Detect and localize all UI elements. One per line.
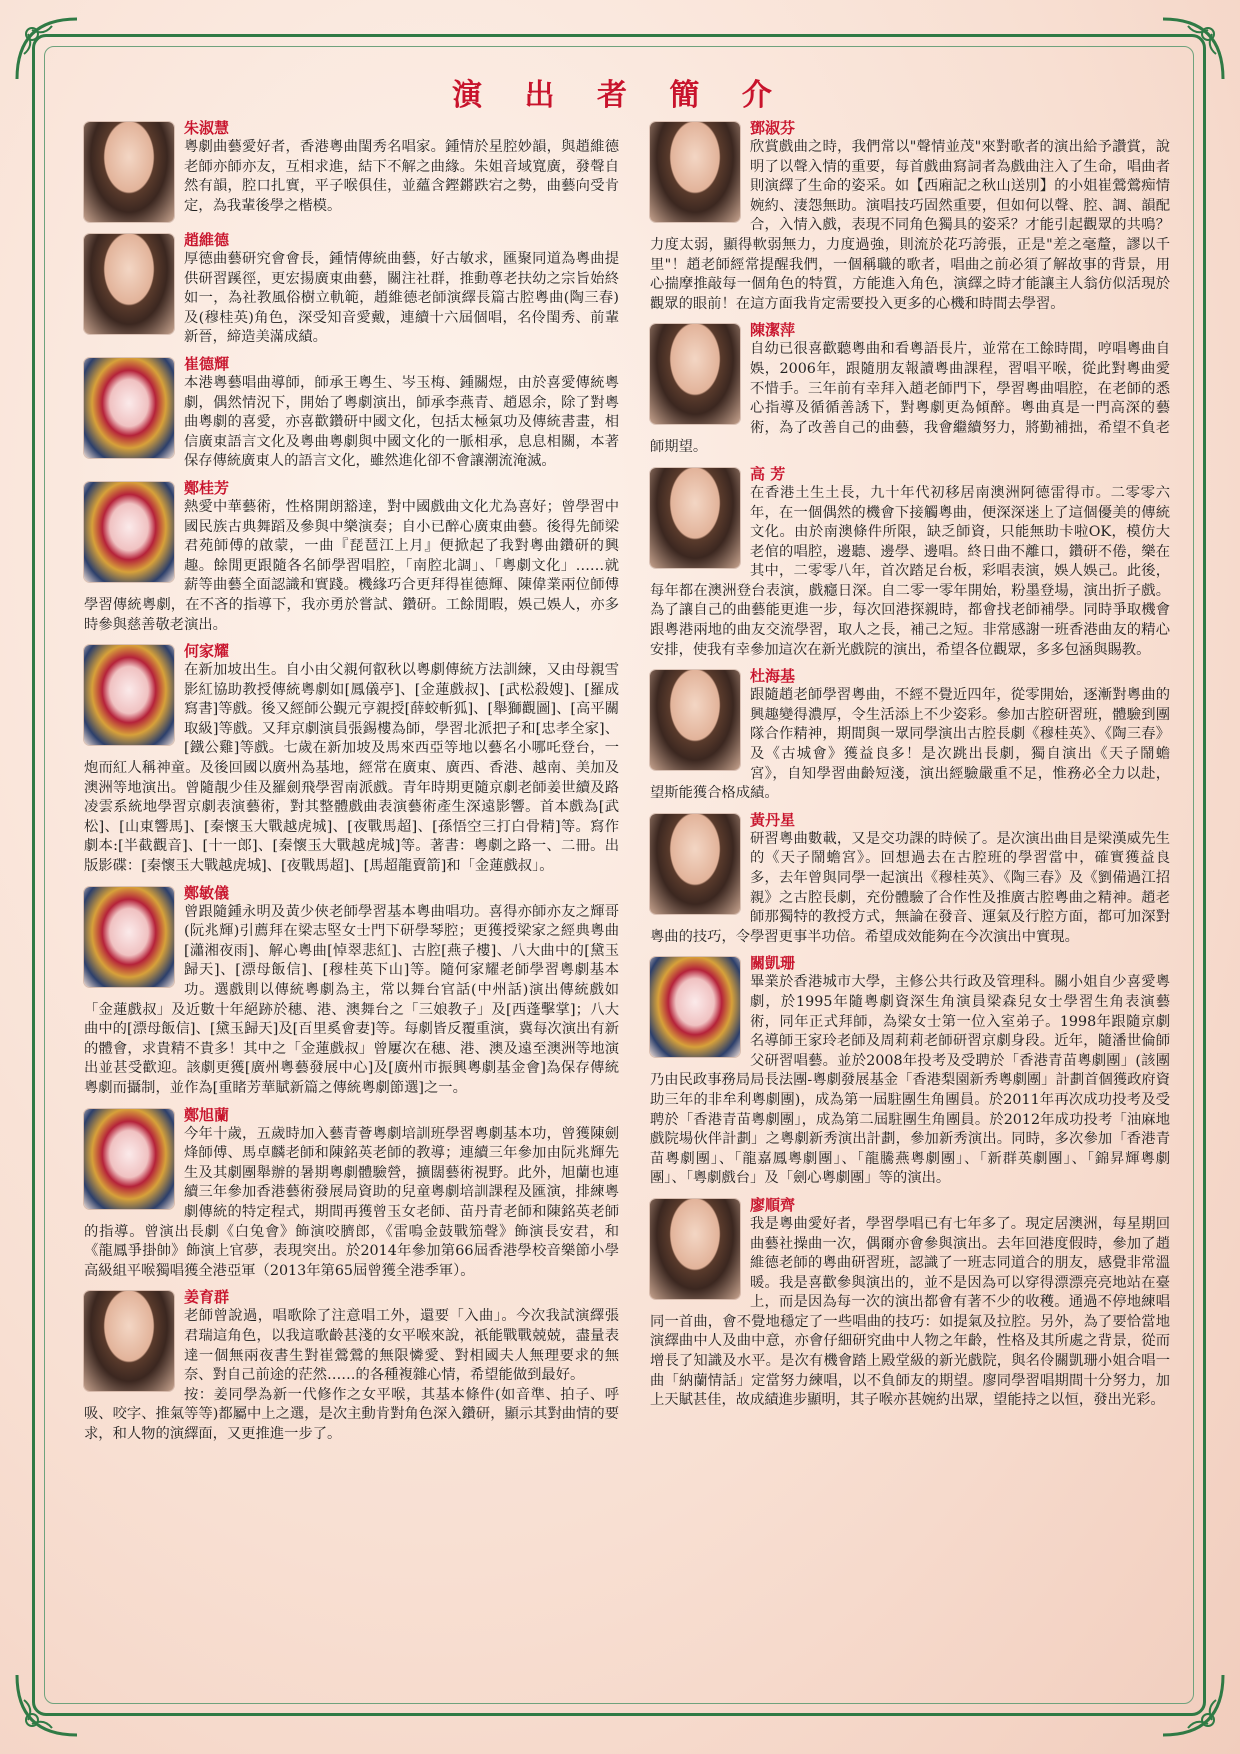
performer-name: 趙維德: [184, 231, 230, 249]
performer-profile: [84, 641, 619, 877]
performer-name: 朱淑慧: [184, 119, 230, 137]
performer-photo: [650, 670, 740, 770]
performer-bio: 在香港土生土長，九十年代初移居南澳洲阿德雷得市。二零零六年，在一個偶然的機會下接觸粵曲，便深深迷上了這個優美的傳統文化。由於南澳條件所限，缺乏師資，只能無助卡啦OK，模仿大老倌的唱腔，邊聽、邊學、邊唱。終日曲不離口，鑽研不倦，樂在其中，二零零八年，首次踏足台板，彩唱表演，娛人娛己。此後，每年都在澳洲登台表演，戲癮日深。自二零一零年開始，粉墨登場，演出折子戲。為了讓自己的曲藝能更進一步，每次回港探親時，都會找老師補學。同時爭取機會跟粵港兩地的曲友交流學習，取人之長，補己之短。非常感謝一班香港曲友的精心安排，使我有幸參加這次在新光戲院的演出，希望各位觀眾，多多包涵與賜教。: [650, 484, 1170, 658]
left-column: [84, 118, 619, 1450]
performer-bio: 本港粵藝唱曲導師，師承王粵生、岑玉梅、鍾關煜，由於喜愛傳統粵劇，偶然情況下，開始了粵劇演出，師承李燕青、趙恩余，除了對粵曲粵劇的喜愛，亦喜歡鑽研中國文化，包括太極氣功及傳統書畫，相信廣東語言文化及粵曲粵劇與中國文化的一脈相承，息息相關，本著保存傳統廣東人的語言文化，雖然進化卻不會讓潮流淹滅。: [184, 374, 619, 470]
performer-photo: [650, 324, 740, 424]
performer-name: 高 芳: [750, 464, 786, 483]
performer-photo: [650, 957, 740, 1057]
corner-ornament-icon: [1158, 1670, 1228, 1740]
performer-name: 黃丹星: [750, 810, 796, 829]
performer-name: 關凱珊: [750, 954, 796, 973]
teacher-note: 按：姜同學為新一代修作之女平喉，其基本條件(如音準、拍子、呼吸、咬字、推氣等等)都屬中上之選，是次主動肯對角色深入鑽研，顯示其對曲情的要求，和人物的演繹面，又更推進一步了。: [84, 1386, 619, 1442]
performer-profile: [650, 118, 1170, 314]
performer-name: 崔德輝: [184, 354, 230, 373]
performer-photo: [84, 645, 174, 745]
performer-profile: [84, 230, 619, 348]
performer-profile: [84, 478, 619, 635]
performer-bio: 畢業於香港城市大學，主修公共行政及管理科。關小姐自少喜愛粵劇，於1995年隨粵劇資深生角演員梁森兒女士學習生角表演藝術，同年正式拜師，為梁女士第一位入室弟子。1998年跟隨京劇名導師王家玲老師及周莉莉老師研習京劇身段。近年，隨潘世倫師父研習唱藝。並於2008年投考及受聘於「香港青苗粵劇團」(該團乃由民政事務局局長法團-粵劇發展基金「香港梨園新秀粵劇團」計劃首個獲政府資助三年的非牟利粵劇團)，成為第一屆駐團生角團員。於2011年再次成功投考及受聘於「香港青苗粵劇團」，成為第二屆駐團生角團員。於2012年成功投考「油麻地戲院場伙伴計劃」之粵劇新秀演出計劃，參加新秀演出。同時，多次參加「香港青苗粵劇團」、「龍嘉鳳粵劇團」、「龍騰燕粵劇團」、「新群英劇團」、「錦昇輝粵劇團」、「粵劇戲台」及「劍心粵劇團」等的演出。: [650, 974, 1170, 1187]
corner-ornament-icon: [12, 1670, 82, 1740]
performer-bio: 研習粵曲數載，又是交功課的時候了。是次演出曲目是梁漢威先生的《天子鬧蟾宮》。回想過去在古腔班的學習當中，確實獲益良多，去年曾與同學一起演出《穆桂英》、《陶三春》及《劉備過江招親》之古腔長劇，充份體驗了合作性及推廣古腔粵曲之精神。趙老師那獨特的教授方式，無論在發音、運氣及行腔方面，都可加深對粵曲的技巧，令學習更事半功倍。希望成效能夠在今次演出中實現。: [650, 830, 1170, 945]
performer-photo: [84, 482, 174, 582]
performer-bio: 自幼已很喜歡聽粵曲和看粵語長片，並常在工餘時間，哼唱粵曲自娛，2006年，跟隨朋友報讀粵曲課程，習唱平喉，從此對粵曲愛不惜手。三年前有幸拜入趙老師門下，學習粵曲唱腔，在老師的悉心指導及循循善誘下，對粵劇更為傾醉。粵曲真是一門高深的藝術，為了改善自己的曲藝，我會繼續努力，將勤補拙，希望不負老師期望。: [650, 341, 1170, 456]
performer-photo: [84, 358, 174, 458]
performer-bio: 在新加坡出生。自小由父親何叡秋以粵劇傳統方法訓練，又由母親雪影紅協助教授傳統粵劇如[鳳儀亭]、[金蓮戲叔]、[武松殺嫂]、[羅成寫書]等戲。後又經師公覲元亨親授[薛蛟斬狐]、[舉獅觀圖]、[高平關取級]等戲。又拜京劇演員張錫樓為師，學習北派把子和[忠孝全家]、[鐵公雞]等戲。七歲在新加坡及馬來西亞等地以藝名小哪吒登台，一炮而紅人稱神童。及後回國以廣州為基地，經常在廣東、廣西、香港、越南、美加及澳洲等地演出。曾隨靚少佳及羅劍飛學習南派戲。青年時期更隨京劇老師姜世續及路凌雲系統地學習京劇表演藝術，對其整體戲曲表演藝術產生深遠影響。首本戲為[武松]、[山東響馬]、[秦懷玉大戰越虎城]、[夜戰馬超]、[孫悟空三打白骨精]等。寫作劇本:[半截觀音]、[十一郎]、[秦懷玉大戰越虎城]等。著書：粵劇之路一、二冊。出版影碟：[秦懷玉大戰越虎城]、[夜戰馬超]、[馬超龍賣箭]和「金蓮戲叔」。: [84, 662, 619, 875]
performer-name: 姜育群: [184, 1288, 230, 1307]
performer-profile: [84, 1105, 619, 1282]
page-title: 演 出 者 簡 介: [452, 78, 788, 113]
performer-photo: [84, 1109, 174, 1209]
performer-photo: [84, 1291, 174, 1391]
performer-name: 廖順齊: [750, 1195, 796, 1214]
performer-photo: [84, 887, 174, 987]
performer-name: 鄧淑芬: [750, 119, 796, 137]
performer-profile: [650, 810, 1170, 948]
performer-name: 鄭敏儀: [184, 883, 230, 902]
performer-name: 何家耀: [184, 642, 230, 661]
performer-bio: 曾跟隨鍾永明及黃少俠老師學習基本粵曲唱功。喜得亦師亦友之輝哥(阮兆輝)引薦拜在梁志堅女士門下研學琴腔；更獲授梁家之經典粵曲[瀟湘夜雨]、解心粵曲[悼翠悲紅]、古腔[燕子樓]、八大曲中的[黛玉歸天]、[漂母飯信]、[穆桂英下山]等。隨何家耀老師學習粵劇基本功。選戲則以傳統粵劇為主，常以舞台官話(中州話)演出傳統戲如「金蓮戲叔」及近數十年絕跡於穗、港、澳舞台之「三娘教子」及[西蓬擊掌]；八大曲中的[漂母飯信]、[黛玉歸天]及[百里奚會妻]等。每劇皆反覆重演，冀每次演出有新的體會，求貴精不貴多！其中之「金蓮戲叔」曾屢次在穗、港、澳及遠至澳洲等地演出並甚受歡迎。該劇更獲[廣州粵藝發展中心]及[廣州市振興粵劇基金會]為保存傳統粵劇而攝制，並作為[重睹芳華賦新篇之傳統粵劇節選]之一。: [84, 903, 619, 1096]
right-column: [650, 118, 1170, 1417]
performer-bio: 我是粵曲愛好者，學習學唱已有七年多了。現定居澳洲，每星期回曲藝社操曲一次，偶爾亦會參與演出。去年回港度假時，參加了趙維德老師的粵曲研習班，認識了一班志同道合的朋友，感覺非常溫暖。我是喜歡參與演出的，並不是因為可以穿得漂漂亮亮地站在臺上，而是因為每一次的演出都會有著不少的收穫。通過不停地練唱同一首曲，會不覺地穩定了一些唱曲的技巧：如提氣及拉腔。另外，為了要恰當地演繹曲中人及曲中意，亦會仔細研究曲中人物之年齡，性格及其所處之背景，從而增長了知識及水平。是次有機會踏上殿堂級的新光戲院，與名伶關凱珊小姐合唱一曲「納蘭情話」定當努力練唱，以不負師友的期望。廖同學習唱期間十分努力，加上天賦甚佳，故成績進步顯明，其子喉亦甚婉約出眾，望能持之以恒，發出光彩。: [650, 1215, 1170, 1409]
performer-profile: [84, 354, 619, 472]
performer-photo: [84, 234, 174, 334]
performer-profile: [84, 1287, 619, 1444]
performer-photo: [650, 1199, 740, 1299]
performer-profile: [84, 883, 619, 1099]
performer-bio: 跟隨趙老師學習粵曲，不經不覺近四年，從零開始，逐漸對粵曲的興趣變得濃厚，令生活添上不少姿彩。參加古腔研習班，體驗到團隊合作精神，期間與一眾同學演出古腔長劇《穆桂英》、《陶三春》及《古城會》獲益良多！是次跳出長劇，獨自演出《天子鬧蟾宮》，自知學習曲齡短淺，演出經驗嚴重不足，惟務必全力以赴，望斯能獲合格成績。: [650, 687, 1170, 802]
performer-photo: [650, 122, 740, 222]
performer-name: 鄭桂芳: [184, 478, 230, 497]
performer-bio: 欣賞戲曲之時，我們常以"聲情並茂"來對歌者的演出給予讚賞，說明了以聲入情的重要，每首戲曲寫詞者為戲曲注入了生命，唱曲者則演繹了生命的姿采。如【西廂記之秋山送別】的小姐崔鶯鶯痴情婉約、淒怨無助。演唱技巧固然重要，但如何以聲、腔、調、韻配合，入情入戲，表現不同角色獨具的姿采？才能引起觀眾的共鳴？力度太弱，顯得軟弱無力，力度過強，則流於花巧誇張，正是"差之毫釐，謬以千里"！趙老師經常提醒我們，一個稱職的歌者，唱曲之前必須了解故事的背景，用心揣摩推敲每一個角色的特質，方能進入角色，演繹之時才能讓主人翁仿似活現於觀眾的眼前！在這方面我肯定需要投入更多的心機和時間去學習。: [650, 139, 1170, 312]
performer-name: 杜海基: [750, 667, 796, 686]
performer-name: 陳潔萍: [750, 321, 796, 340]
performer-profile: [84, 118, 619, 224]
performer-bio: 老師曾說過，唱歌除了注意唱工外，還要「入曲」。今次我試演繹張君瑞這角色，以我這歌齡甚淺的女平喉來說，祇能戰戰兢兢，盡量表達一個無兩夜書生對崔鶯鶯的無限憐愛、對相國夫人無理要求的無奈、對自己前途的茫然……的各種複雜心情，希望能做到最好。: [184, 1308, 619, 1384]
performer-bio: 今年十歲，五歲時加入藝青薈粵劇培訓班學習粵劇基本功，曾獲陳劍烽師傅、馬卓麟老師和陳銘英老師的教導；連續三年參加由阮兆輝先生及其劇團舉辦的暑期粵劇體驗營，擴闊藝術視野。此外，旭蘭也連續三年參加香港藝術發展局資助的兒童粵劇培訓課程及匯演，排練粵劇傳統的特定程式，期間再獲曾玉女老師、苗丹青老師和陳銘英老師的指導。曾演出長劇《白兔會》飾演咬臍郎，《雷鳴金鼓戰笳聲》飾演長安君，和《龍鳳爭掛帥》飾演上官夢，表現突出。於2014年參加第66屆香港學校音樂節小學高級組平喉獨唱獲全港亞軍（2013年第65屆曾獲全港季軍）。: [84, 1125, 619, 1279]
performer-photo: [650, 468, 740, 568]
performer-profile: [650, 320, 1170, 458]
performer-photo: [650, 814, 740, 914]
performer-profile: [650, 666, 1170, 804]
performer-bio: 熱愛中華藝術，性格開朗豁達，對中國戲曲文化尤為喜好；曾學習中國民族古典舞蹈及參與中樂演奏；自小已醉心廣東曲藝。後得先師梁君苑師傅的啟蒙，一曲『琵琶江上月』便掀起了我對粵曲鑽研的興趣。餘閒更跟隨各名師學習唱腔，「南腔北調」、「粵劇文化」……就薪等曲藝全面認識和實踐。機緣巧合更拜得崔德輝、陳偉業兩位師傅學習傳統粵劇，在不吝的指導下，我亦勇於嘗試、鑽研。工餘閒暇，娛己娛人，亦多時參與慈善敬老演出。: [84, 498, 619, 633]
performer-profile: [650, 464, 1170, 660]
performer-profile: [650, 953, 1170, 1189]
performer-profile: [650, 1195, 1170, 1411]
performer-photo: [84, 122, 174, 222]
performer-bio: 粵劇曲藝愛好者，香港粵曲閨秀名唱家。鍾情於星腔妙韻，與趙維德老師亦師亦友，互相求進，結下不解之曲緣。朱姐音域寬廣，發聲自然有韻，腔口扎實，平子喉俱佳，並蘊含鏗鏘跌宕之勢，曲藝向受肯定，為我輩後學之楷模。: [184, 139, 619, 214]
performer-bio: 厚德曲藝研究會會長，鍾情傳統曲藝，好古敏求，匯聚同道為粵曲提供研習蹊徑，更宏揚廣東曲藝，關注社群，推動尊老扶幼之宗旨始終如一，為社教風俗樹立軌範，趙維德老師演繹長篇古腔粵曲(陶三春)及(穆桂英)角色，深受知音愛戴，連續十六屆個唱，名伶閨秀、前輩新晉，締造美滿成績。: [184, 251, 619, 346]
performer-name: 鄭旭蘭: [184, 1105, 230, 1124]
